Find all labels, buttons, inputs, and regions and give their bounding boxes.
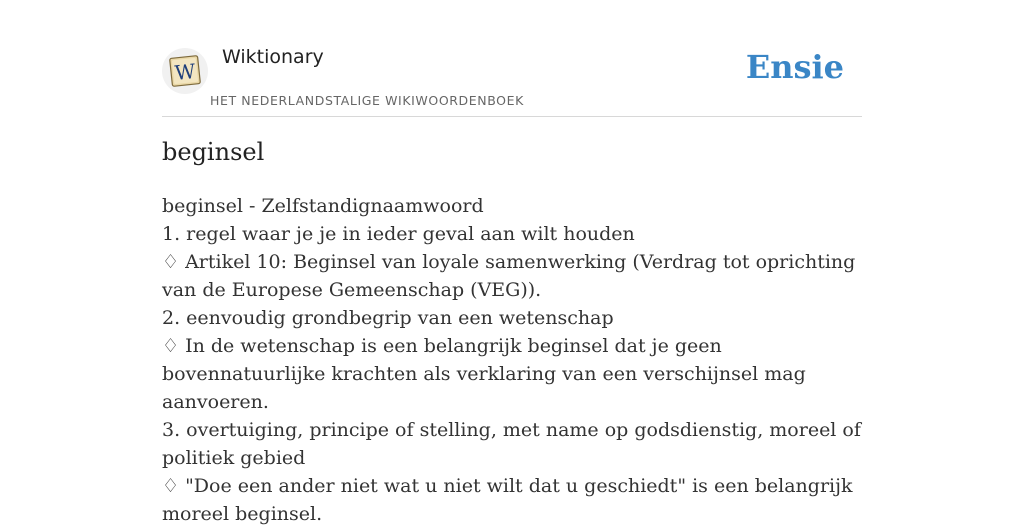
definition-2: 2. eenvoudig grondbegrip van een wetenschap [162,307,614,329]
page-title: beginsel [162,138,265,166]
example-3: ♢ "Doe een ander niet wat u niet wilt dat u geschiedt" is een belangrijk moreel beginsel. [162,475,853,525]
definition-1: 1. regel waar je je in ieder geval aan wilt houden [162,223,635,245]
svg-text:W: W [173,58,197,86]
definition-3: 3. overtuiging, principe of stelling, met name op godsdienstig, moreel of politiek gebied [162,419,861,469]
site-name-link[interactable]: Wiktionary [222,46,324,68]
example-2: ♢ In de wetenschap is een belangrijk beginsel dat je geen bovennatuurlijke krachten als verklaring van een verschijnsel mag aanvoeren. [162,335,806,413]
ensie-brand-link[interactable]: Ensie [745,48,844,86]
wiktionary-logo-icon[interactable] [162,48,208,94]
site-header [162,40,862,117]
example-1: ♢ Artikel 10: Beginsel van loyale samenwerking (Verdrag tot oprichting van de Europese Gemeenschap (VEG)). [162,251,856,301]
site-tagline: HET NEDERLANDSTALIGE WIKIWOORDENBOEK [210,93,524,108]
definition-content [162,192,862,528]
part-of-speech-line: beginsel - Zelfstandignaamwoord [162,195,484,217]
